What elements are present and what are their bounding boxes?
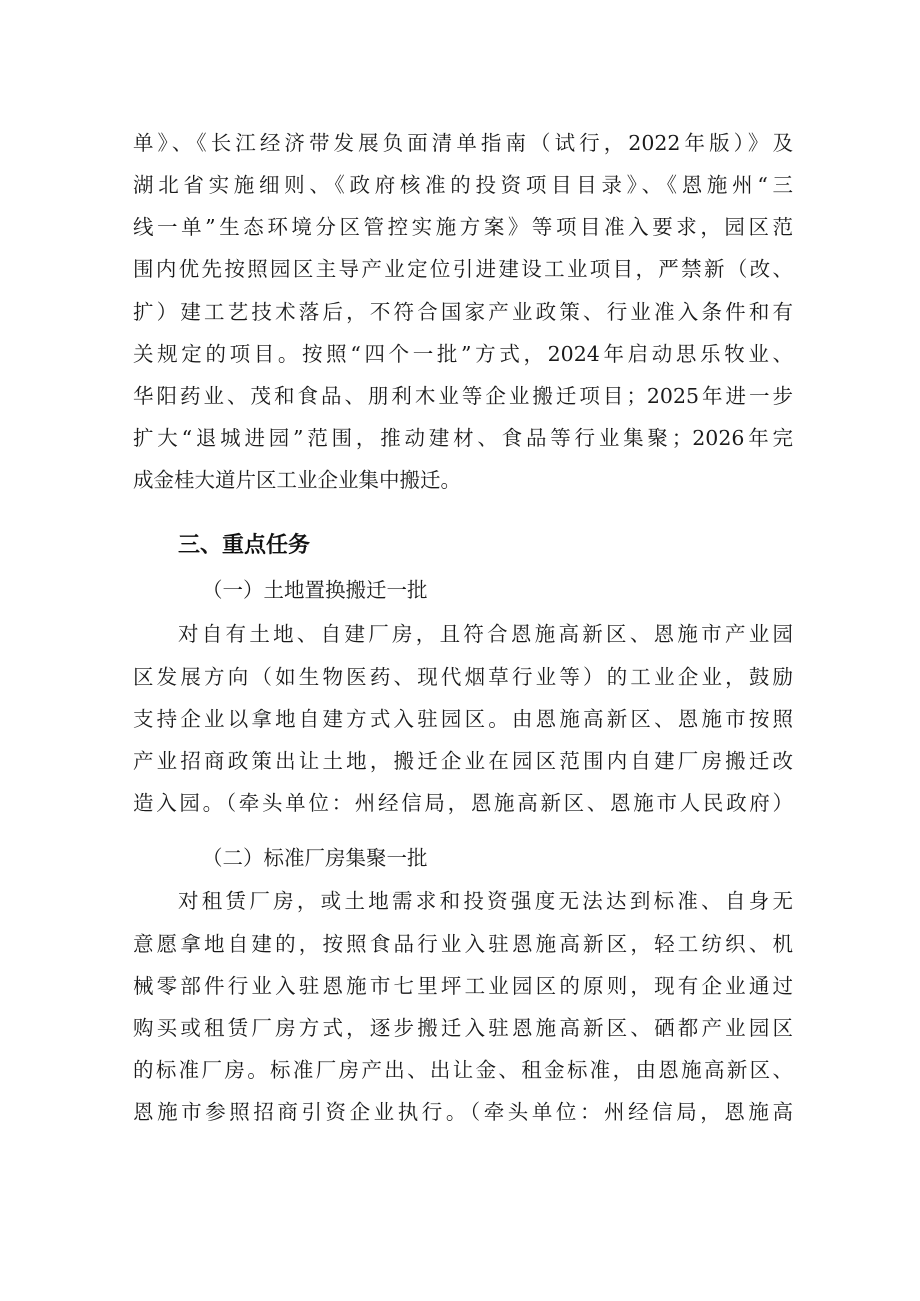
intro-line-7: 华阳药业、茂和食品、朋利木业等企业搬迁项目；2025年进一步	[133, 384, 793, 408]
intro-line-1: 单》、《长江经济带发展负面清单指南（试行，2022年版）》及	[133, 131, 793, 155]
intro-line-5: 扩）建工艺技术落后，不符合国家产业政策、行业准入条件和有	[133, 300, 793, 324]
subsection-1-line-4: 产业招商政策出让土地，搬迁企业在园区范围内自建厂房搬迁改	[133, 749, 793, 773]
subsection-1-title: （一）土地置换搬迁一批	[202, 578, 428, 602]
intro-line-2: 湖北省实施细则、《政府核准的投资项目目录》、《恩施州“三	[133, 173, 793, 197]
subsection-1-line-1: 对自有土地、自建厂房，且符合恩施高新区、恩施市产业园	[178, 622, 793, 646]
subsection-2-line-3: 械零部件行业入驻恩施市七里坪工业园区的原则，现有企业通过	[133, 974, 793, 998]
section-heading: 三、重点任务	[178, 533, 311, 558]
intro-line-8: 扩大“退城进园”范围，推动建材、食品等行业集聚；2026年完	[133, 426, 793, 450]
intro-line-9: 成金桂大道片区工业企业集中搬迁。	[133, 468, 461, 492]
subsection-2-line-6: 恩施市参照招商引资企业执行。（牵头单位：州经信局，恩施高	[133, 1100, 793, 1124]
intro-line-6: 关规定的项目。按照“四个一批”方式，2024年启动思乐牧业、	[133, 342, 793, 366]
subsection-2-title: （二）标准厂房集聚一批	[202, 846, 428, 870]
intro-line-4: 围内优先按照园区主导产业定位引进建设工业项目，严禁新（改、	[133, 257, 793, 281]
subsection-2-line-1: 对租赁厂房，或土地需求和投资强度无法达到标准、自身无	[178, 889, 793, 913]
subsection-1-line-2: 区发展方向（如生物医药、现代烟草行业等）的工业企业，鼓励	[133, 665, 793, 689]
intro-line-3: 线一单”生态环境分区管控实施方案》等项目准入要求，园区范	[133, 215, 793, 239]
subsection-2-line-4: 购买或租赁厂房方式，逐步搬迁入驻恩施高新区、硒都产业园区	[133, 1016, 793, 1040]
subsection-1-line-5: 造入园。（牵头单位：州经信局，恩施高新区、恩施市人民政府）	[133, 791, 793, 815]
subsection-2-line-5: 的标准厂房。标准厂房产出、出让金、租金标准，由恩施高新区、	[133, 1058, 793, 1082]
subsection-1-line-3: 支持企业以拿地自建方式入驻园区。由恩施高新区、恩施市按照	[133, 707, 793, 731]
subsection-2-line-2: 意愿拿地自建的，按照食品行业入驻恩施高新区，轻工纺织、机	[133, 932, 793, 956]
